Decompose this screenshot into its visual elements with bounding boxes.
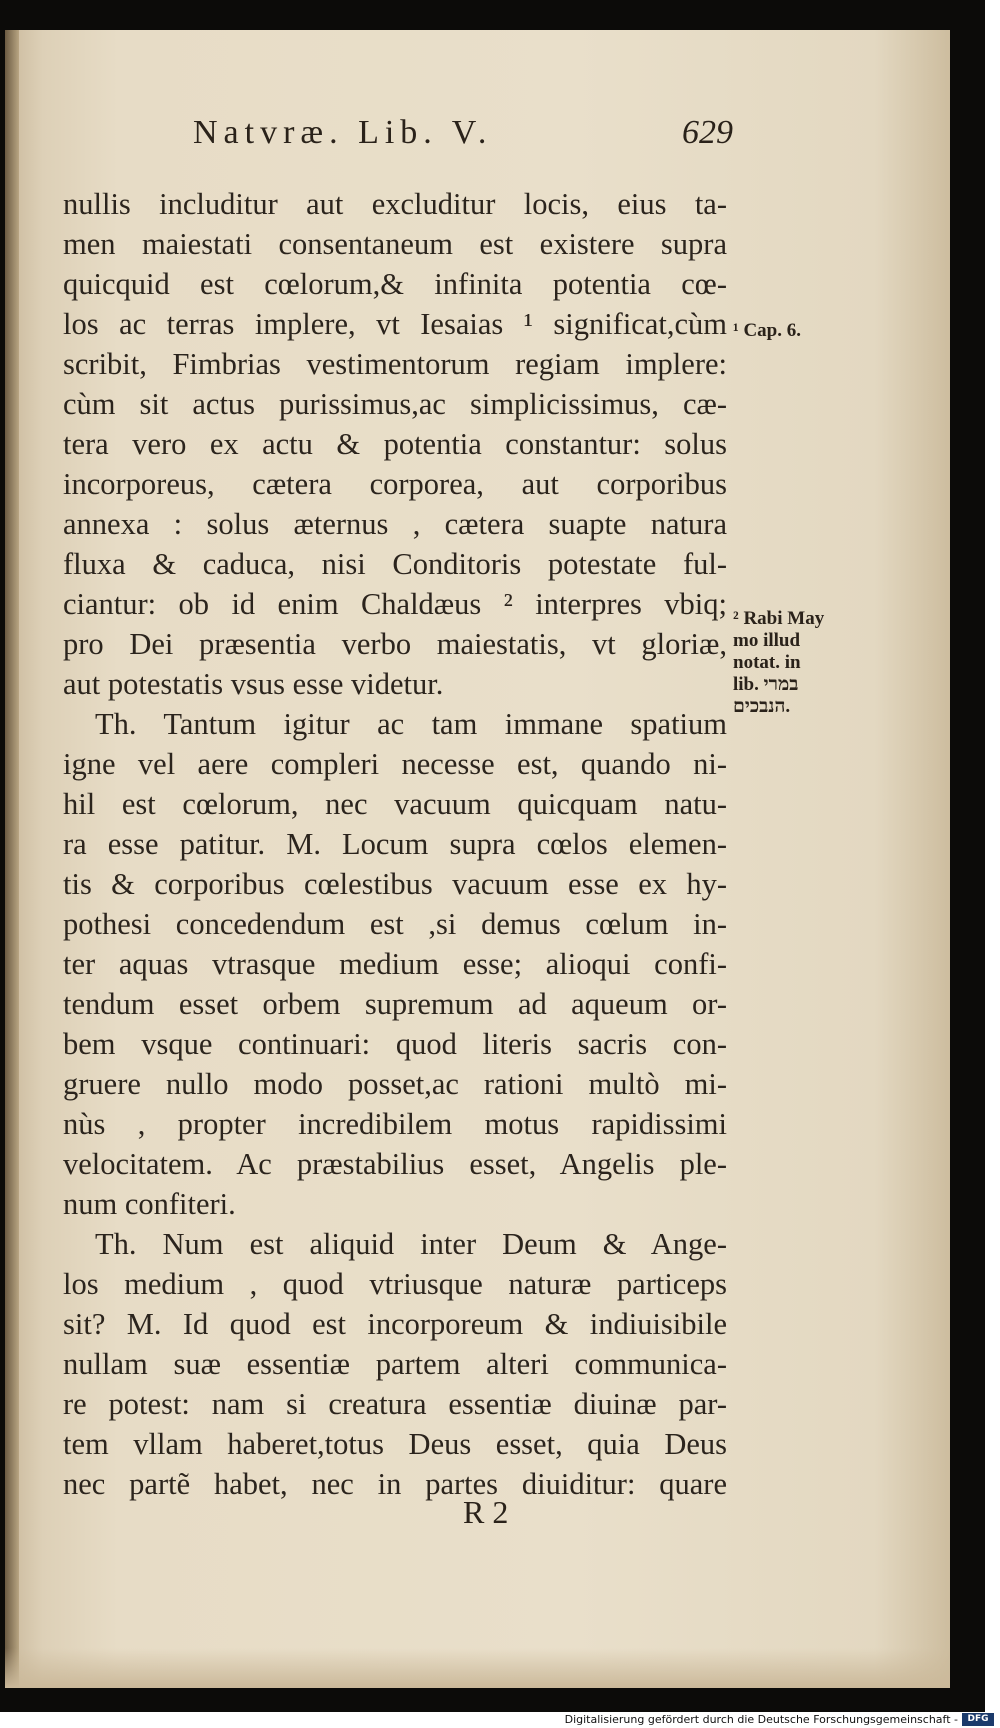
- text-line: nùs , propter incredibilem motus rapidissimi: [63, 1107, 727, 1141]
- text-line: ter aquas vtrasque medium esse; alioqui confi-: [63, 947, 727, 981]
- text-line: sit? M. Id quod est incorporeum & indiuisibile: [63, 1307, 727, 1341]
- page-header: [193, 114, 733, 164]
- text-line: quicquid est cœlorum,& infinita potentia cœ-: [63, 267, 727, 301]
- text-line: tis & corporibus cœlestibus vacuum esse ex hy-: [63, 867, 727, 901]
- margin-note: notat. in: [733, 652, 801, 673]
- text-line: ciantur: ob id enim Chaldæus ² interpres vbiq;: [63, 587, 727, 621]
- text-line: nullam suæ essentiæ partem alteri communica-: [63, 1347, 727, 1381]
- text-line: los ac terras implere, vt Iesaias ¹ significat,cùm: [63, 307, 727, 341]
- margin-note: ¹ Cap. 6.: [733, 320, 801, 341]
- dfg-logo: DFG: [962, 1713, 994, 1726]
- text-line: nec partẽ habet, nec in partes diuiditur: quare: [63, 1467, 727, 1501]
- margin-note: mo illud: [733, 630, 801, 651]
- text-line: num confiteri.: [63, 1187, 236, 1221]
- footer-credit: Digitalisierung gefördert durch die Deutsche Forschungsgemeinschaft -: [564, 1713, 958, 1726]
- text-line: annexa : solus æternus , cætera suapte natura: [63, 507, 727, 541]
- text-line: nullis includitur aut excluditur locis, eius ta-: [63, 187, 727, 221]
- text-line: tendum esset orbem supremum ad aqueum or-: [63, 987, 727, 1021]
- text-line: pothesi concedendum est ,si demus cœlum in-: [63, 907, 727, 941]
- margin-note: הנבכים.: [733, 696, 791, 717]
- text-line: pro Dei præsentia verbo maiestatis, vt gloriæ,: [63, 627, 727, 661]
- text-line: aut potestatis vsus esse videtur.: [63, 667, 444, 701]
- text-line: los medium , quod vtriusque naturæ particeps: [63, 1267, 727, 1301]
- text-line: ra esse patitur. M. Locum supra cœlos elemen-: [63, 827, 727, 861]
- text-line: incorporeus, cætera corporea, aut corporibus: [63, 467, 727, 501]
- text-line: cùm sit actus purissimus,ac simplicissimus, cæ-: [63, 387, 727, 421]
- margin-note: ² Rabi May: [733, 608, 825, 629]
- text-line: tera vero ex actu & potentia constantur: solus: [63, 427, 727, 461]
- book-page: [5, 30, 950, 1688]
- text-line: Th. Num est aliquid inter Deum & Ange-: [95, 1227, 727, 1261]
- running-title: Natvræ. Lib. V.: [193, 114, 493, 151]
- text-line: bem vsque continuari: quod literis sacris con-: [63, 1027, 727, 1061]
- text-line: velocitatem. Ac præstabilius esset, Angelis ple-: [63, 1147, 727, 1181]
- text-line: igne vel aere compleri necesse est, quando ni-: [63, 747, 727, 781]
- text-line: hil est cœlorum, nec vacuum quicquam natu-: [63, 787, 727, 821]
- margin-note: lib. במרי: [733, 674, 799, 695]
- page-number: 629: [682, 114, 733, 151]
- text-line: scribit, Fimbrias vestimentorum regiam implere:: [63, 347, 727, 381]
- signature-mark: R 2: [463, 1494, 509, 1530]
- text-line: men maiestati consentaneum est existere supra: [63, 227, 727, 261]
- text-line: fluxa & caduca, nisi Conditoris potestate ful-: [63, 547, 727, 581]
- text-line: re potest: nam si creatura essentiæ diuinæ par-: [63, 1387, 727, 1421]
- text-line: Th. Tantum igitur ac tam immane spatium: [95, 707, 727, 741]
- text-line: tem vllam haberet,totus Deus esset, quia Deus: [63, 1427, 727, 1461]
- text-line: gruere nullo modo posset,ac rationi multò mi-: [63, 1067, 727, 1101]
